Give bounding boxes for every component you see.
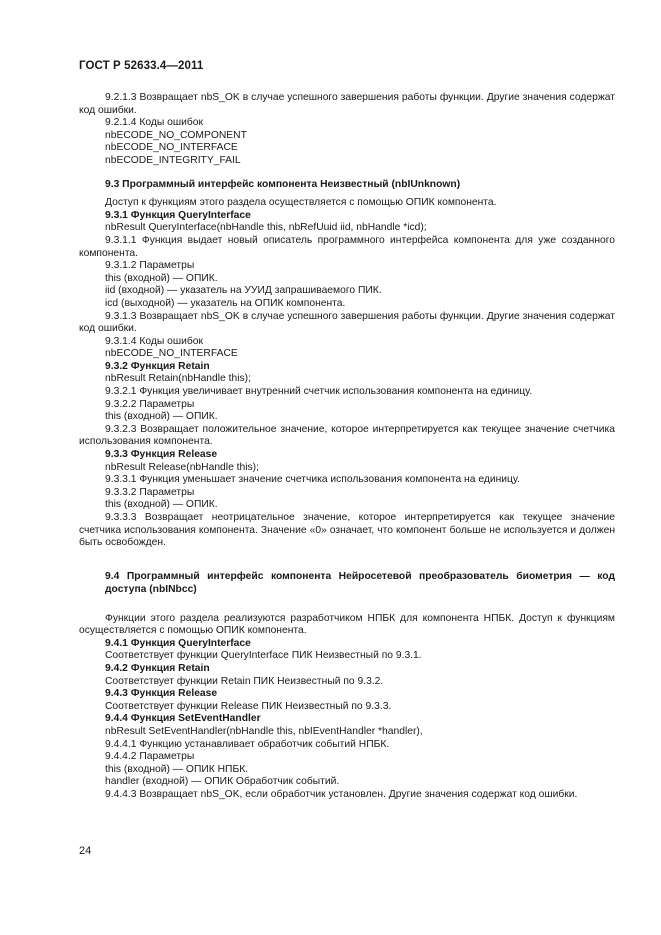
paragraph-9-4-1: Соответствует функции QueryInterface ПИК Неизвестный по 9.3.1. — [105, 650, 422, 662]
parameter-line: handler (входной) — ОПИК Обработчик событий. — [105, 776, 340, 788]
section-heading-9-3: 9.3 Программный интерфейс компонента Неизвестный (nbIUnknown) — [105, 178, 461, 190]
paragraph-9-3-3-3: 9.3.3.3 Возвращает неотрицательное значение, которое интерпретируется как текущее значение счетчика использования компонента. Значение «0» означает, что компонент больше не используется и должен быть освобожден. — [79, 512, 615, 549]
function-signature: nbResult Release(nbHandle this); — [105, 461, 259, 473]
function-signature: nbResult SetEventHandler(nbHandle this, nbIEventHandler *handler), — [105, 725, 423, 737]
heading-9-3-3-2: 9.3.3.2 Параметры — [105, 486, 195, 498]
heading-9-3-1-4: 9.3.1.4 Коды ошибок — [105, 335, 203, 347]
heading-9-4-4-2: 9.4.4.2 Параметры — [105, 751, 195, 763]
paragraph-9-3-2-3: 9.3.2.3 Возвращает положительное значение, которое интерпретируется как текущее значение счетчика использования компонента. — [79, 423, 615, 448]
subsection-heading-9-4-1: 9.4.1 Функция QueryInterface — [105, 637, 251, 649]
error-code: nbECODE_NO_COMPONENT — [105, 129, 247, 141]
subsection-heading-9-4-2: 9.4.2 Функция Retain — [105, 662, 210, 674]
parameter-line: this (входной) — ОПИК. — [105, 499, 218, 511]
function-signature: nbResult Retain(nbHandle this); — [105, 373, 251, 385]
section-heading-9-4: 9.4 Программный интерфейс компонента Нейросетевой преобразователь биометрия — код доступа (nbINbcc) — [105, 571, 615, 595]
paragraph-9-3-1-3: 9.3.1.3 Возвращает nbS_OK в случае успешного завершения работы функции. Другие значения содержат код ошибки. — [79, 310, 615, 335]
parameter-line: this (входной) — ОПИК. — [105, 272, 218, 284]
function-signature: nbResult QueryInterface(nbHandle this, nbRefUuid iid, nbHandle *icd); — [105, 222, 427, 234]
paragraph-9-3-1-1: 9.3.1.1 Функция выдает новый описатель программного интерфейса компонента для уже созданного компонента. — [79, 234, 615, 259]
heading-9-3-2-2: 9.3.2.2 Параметры — [105, 398, 195, 410]
paragraph-9-4-2: Соответствует функции Retain ПИК Неизвестный по 9.3.2. — [105, 675, 384, 687]
error-code: nbECODE_NO_INTERFACE — [105, 348, 238, 360]
document-header: ГОСТ Р 52633.4—2011 — [79, 60, 204, 72]
paragraph-9-2-1-3: 9.2.1.3 Возвращает nbS_OK в случае успешного завершения работы функции. Другие значения содержат код ошибки. — [79, 92, 615, 116]
paragraph-9-3-intro: Доступ к функциям этого раздела осуществляется с помощью ОПИК компонента. — [105, 197, 497, 209]
heading-9-2-1-4: 9.2.1.4 Коды ошибок — [105, 117, 203, 129]
paragraph-9-4-intro: Функции этого раздела реализуются разработчиком НПБК для компонента НПБК. Доступ к функциям осуществляется с помощью ОПИК компонента. — [79, 612, 615, 637]
parameter-line: this (входной) — ОПИК. — [105, 411, 218, 423]
paragraph-9-3-2-1: 9.3.2.1 Функция увеличивает внутренний счетчик использования компонента на единицу. — [105, 386, 533, 398]
paragraph-9-4-4-1: 9.4.4.1 Функцию устанавливает обработчик событий НПБК. — [105, 738, 390, 750]
parameter-line: icd (выходной) — указатель на ОПИК компонента. — [105, 297, 346, 309]
parameter-line: iid (входной) — указатель на УУИД запрашиваемого ПИК. — [105, 285, 382, 297]
subsection-heading-9-3-1: 9.3.1 Функция QueryInterface — [105, 209, 251, 221]
page-body — [79, 92, 615, 801]
parameter-line: this (входной) — ОПИК НПБК. — [105, 763, 249, 775]
error-code: nbECODE_NO_INTERFACE — [105, 142, 238, 154]
heading-9-3-1-2: 9.3.1.2 Параметры — [105, 260, 195, 272]
subsection-heading-9-3-3: 9.3.3 Функция Release — [105, 449, 218, 461]
page-number: 24 — [79, 845, 92, 857]
error-code: nbECODE_INTEGRITY_FAIL — [105, 154, 241, 166]
subsection-heading-9-4-4: 9.4.4 Функция SetEventHandler — [105, 713, 261, 725]
subsection-heading-9-4-3: 9.4.3 Функция Release — [105, 688, 218, 700]
paragraph-9-4-3: Соответствует функции Release ПИК Неизвестный по 9.3.3. — [105, 700, 392, 712]
paragraph-9-4-4-3: 9.4.4.3 Возвращает nbS_OK, если обработчик установлен. Другие значения содержат код ошибки. — [105, 788, 578, 800]
paragraph-9-3-3-1: 9.3.3.1 Функция уменьшает значение счетчика использования компонента на единицу. — [105, 474, 520, 486]
subsection-heading-9-3-2: 9.3.2 Функция Retain — [105, 360, 210, 372]
